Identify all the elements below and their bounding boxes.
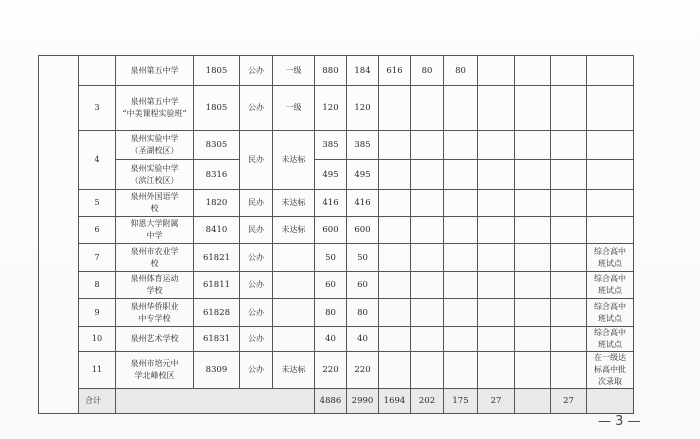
value-cell: 80 [444, 56, 478, 86]
row-number: 3 [79, 86, 116, 131]
school-name: 泉州实验中学 （圣湖校区） [116, 131, 194, 160]
school-nature: 公办 [240, 299, 273, 327]
school-nature: 公办 [240, 352, 273, 389]
remark-cell: 综合高中 班试点 [587, 244, 634, 272]
value-cell [379, 327, 411, 352]
value-cell [478, 299, 515, 327]
value-cell [411, 131, 444, 160]
value-cell [444, 190, 478, 217]
total-value: 4886 [315, 389, 347, 414]
school-nature: 民办 [240, 190, 273, 217]
value-cell [551, 86, 587, 131]
value-cell: 80 [347, 299, 379, 327]
total-value [515, 389, 551, 414]
school-code: 1805 [194, 56, 240, 86]
table-row [39, 160, 679, 190]
value-cell [379, 244, 411, 272]
value-cell [515, 327, 551, 352]
value-cell [444, 160, 478, 190]
table-row [39, 299, 679, 327]
value-cell [411, 217, 444, 244]
school-name: 泉州实验中学 （滨江校区） [116, 160, 194, 190]
row-number: 4 [79, 131, 116, 190]
value-cell [411, 244, 444, 272]
school-nature: 公办 [240, 86, 273, 131]
school-level [273, 327, 315, 352]
value-cell [444, 299, 478, 327]
admission-plan-table [38, 55, 679, 414]
table-row [39, 131, 679, 160]
value-cell: 600 [315, 217, 347, 244]
school-code: 8410 [194, 217, 240, 244]
value-cell [551, 244, 587, 272]
table-row [39, 327, 679, 352]
value-cell: 60 [315, 272, 347, 299]
total-value: 2990 [347, 389, 379, 414]
value-cell [478, 131, 515, 160]
value-cell [444, 86, 478, 131]
value-cell [478, 86, 515, 131]
row-number [79, 56, 116, 86]
remark-cell [587, 86, 634, 131]
row-number: 9 [79, 299, 116, 327]
school-level: 未达标 [273, 190, 315, 217]
table-row [39, 56, 679, 86]
school-code: 1820 [194, 190, 240, 217]
value-cell [515, 160, 551, 190]
value-cell [478, 272, 515, 299]
value-cell [515, 244, 551, 272]
school-nature: 公办 [240, 244, 273, 272]
value-cell: 50 [315, 244, 347, 272]
value-cell [444, 244, 478, 272]
remark-cell [587, 217, 634, 244]
row-number: 6 [79, 217, 116, 244]
value-cell [379, 190, 411, 217]
value-cell [551, 160, 587, 190]
table-row [39, 217, 679, 244]
school-name: 泉州体育运动 学校 [116, 272, 194, 299]
value-cell: 50 [347, 244, 379, 272]
school-level: 未达标 [273, 217, 315, 244]
total-value: 1694 [379, 389, 411, 414]
value-cell [444, 217, 478, 244]
value-cell [515, 56, 551, 86]
table-row [39, 190, 679, 217]
value-cell: 385 [347, 131, 379, 160]
value-cell: 495 [347, 160, 379, 190]
school-code: 61821 [194, 244, 240, 272]
value-cell [478, 327, 515, 352]
value-cell [478, 244, 515, 272]
row-number: 7 [79, 244, 116, 272]
value-cell [478, 352, 515, 389]
value-cell [478, 160, 515, 190]
value-cell [478, 217, 515, 244]
value-cell [515, 299, 551, 327]
school-code: 1805 [194, 86, 240, 131]
value-cell: 120 [347, 86, 379, 131]
school-nature: 民办 [240, 217, 273, 244]
value-cell [444, 327, 478, 352]
value-cell [444, 352, 478, 389]
school-code: 61811 [194, 272, 240, 299]
school-name: 泉州艺术学校 [116, 327, 194, 352]
value-cell [379, 86, 411, 131]
school-nature: 公办 [240, 327, 273, 352]
value-cell [444, 131, 478, 160]
value-cell [411, 190, 444, 217]
value-cell [551, 327, 587, 352]
value-cell: 60 [347, 272, 379, 299]
value-cell [379, 299, 411, 327]
school-name: 泉州第五中学 [116, 56, 194, 86]
remark-cell: 综合高中 班试点 [587, 327, 634, 352]
school-name: 泉州第五中学 “中美课程实验班” [116, 86, 194, 131]
row-number: 10 [79, 327, 116, 352]
total-value: 175 [444, 389, 478, 414]
value-cell [444, 272, 478, 299]
value-cell [478, 190, 515, 217]
value-cell: 880 [315, 56, 347, 86]
school-name: 泉州华侨职业 中专学校 [116, 299, 194, 327]
value-cell [551, 190, 587, 217]
school-nature: 公办 [240, 56, 273, 86]
value-cell [551, 56, 587, 86]
school-level [273, 272, 315, 299]
value-cell: 600 [347, 217, 379, 244]
value-cell [551, 299, 587, 327]
value-cell [515, 86, 551, 131]
school-level: 一级 [273, 56, 315, 86]
value-cell [411, 327, 444, 352]
total-label: 合计 [79, 389, 116, 414]
remark-cell: 综合高中 班试点 [587, 299, 634, 327]
row-number: 8 [79, 272, 116, 299]
remark-cell: 在一级达 标高中批 次录取 [587, 352, 634, 389]
value-cell: 80 [315, 299, 347, 327]
row-number: 5 [79, 190, 116, 217]
total-value: 202 [411, 389, 444, 414]
value-cell [411, 299, 444, 327]
school-name: 泉州外国语学 校 [116, 190, 194, 217]
value-cell [551, 272, 587, 299]
left-margin-cell [39, 56, 79, 414]
value-cell [515, 272, 551, 299]
school-level: 未达标 [273, 352, 315, 389]
remark-cell [587, 131, 634, 160]
page-number: — 3 — [598, 414, 641, 429]
school-name: 泉州市农业学 校 [116, 244, 194, 272]
remark-cell [587, 160, 634, 190]
value-cell: 120 [315, 86, 347, 131]
school-level: 未达标 [273, 131, 315, 190]
table-row [39, 272, 679, 299]
value-cell: 40 [315, 327, 347, 352]
value-cell [411, 352, 444, 389]
remark-cell [587, 56, 634, 86]
remark-cell [587, 190, 634, 217]
value-cell [515, 352, 551, 389]
value-cell: 184 [347, 56, 379, 86]
total-row [39, 389, 679, 414]
school-name: 泉州市培元中 学北峰校区 [116, 352, 194, 389]
row-number: 11 [79, 352, 116, 389]
total-remark-blank [587, 389, 634, 414]
school-code: 8316 [194, 160, 240, 190]
value-cell [551, 131, 587, 160]
value-cell [551, 352, 587, 389]
value-cell [411, 272, 444, 299]
total-value: 27 [551, 389, 587, 414]
value-cell [379, 352, 411, 389]
value-cell [411, 86, 444, 131]
value-cell: 416 [315, 190, 347, 217]
value-cell: 40 [347, 327, 379, 352]
remark-cell: 综合高中 班试点 [587, 272, 634, 299]
school-code: 8305 [194, 131, 240, 160]
school-level [273, 244, 315, 272]
table-body [39, 56, 679, 414]
school-level: 一级 [273, 86, 315, 131]
value-cell: 220 [347, 352, 379, 389]
school-name: 仰恩大学附属 中学 [116, 217, 194, 244]
table-row [39, 86, 679, 131]
value-cell [379, 217, 411, 244]
school-code: 61828 [194, 299, 240, 327]
school-nature: 公办 [240, 272, 273, 299]
school-code: 61831 [194, 327, 240, 352]
value-cell [379, 272, 411, 299]
value-cell [551, 217, 587, 244]
value-cell [411, 160, 444, 190]
value-cell: 495 [315, 160, 347, 190]
school-nature: 民办 [240, 131, 273, 190]
value-cell [379, 160, 411, 190]
table-row [39, 244, 679, 272]
value-cell [478, 56, 515, 86]
value-cell: 220 [315, 352, 347, 389]
value-cell: 616 [379, 56, 411, 86]
total-value: 27 [478, 389, 515, 414]
value-cell [515, 217, 551, 244]
school-level [273, 299, 315, 327]
value-cell [515, 131, 551, 160]
value-cell: 416 [347, 190, 379, 217]
value-cell [515, 190, 551, 217]
school-code: 8309 [194, 352, 240, 389]
value-cell: 80 [411, 56, 444, 86]
value-cell: 385 [315, 131, 347, 160]
total-blank [116, 389, 315, 414]
value-cell [379, 131, 411, 160]
table-row [39, 352, 679, 389]
